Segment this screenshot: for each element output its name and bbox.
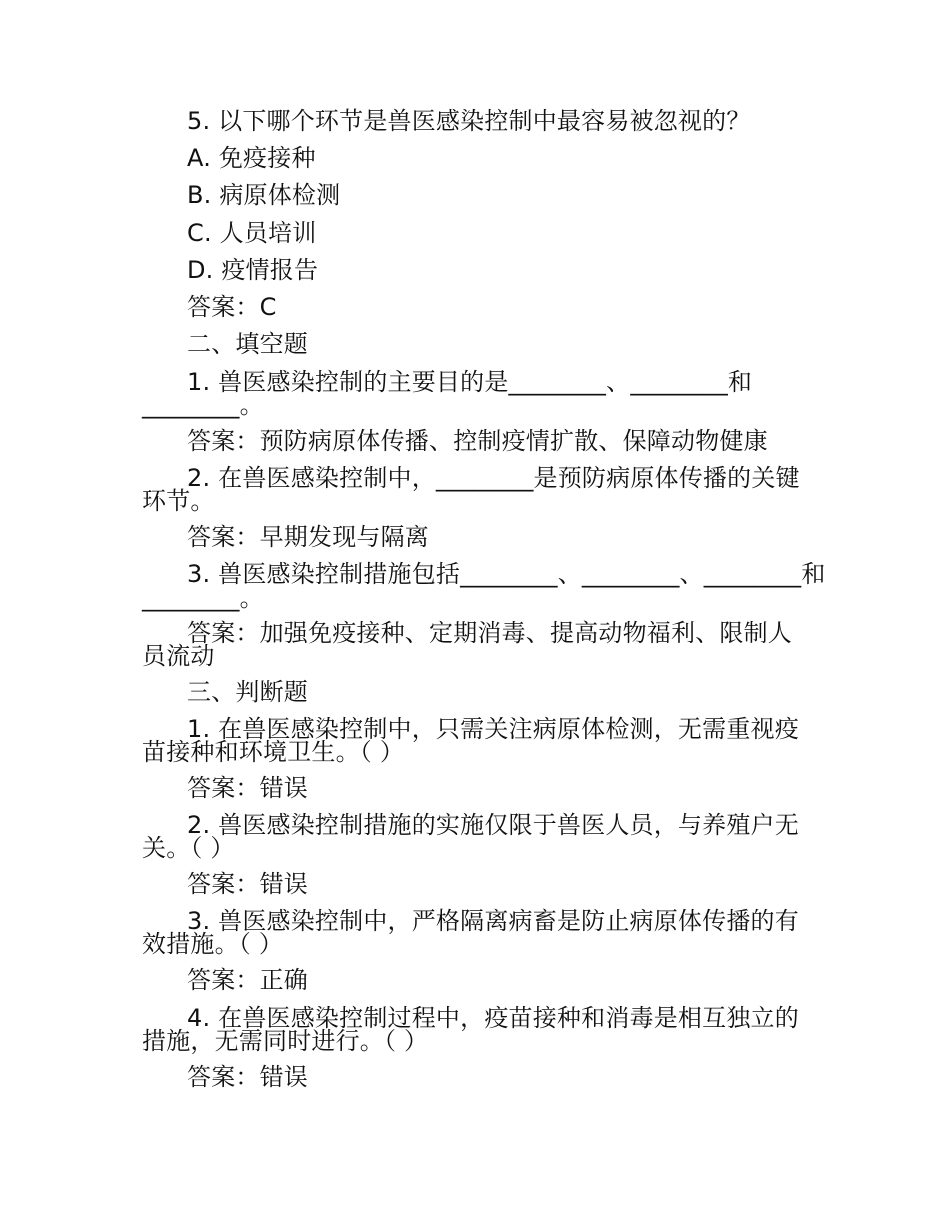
tf-q4-line1: 4. 在兽医感染控制过程中，疫苗接种和消毒是相互独立的 <box>187 1004 799 1032</box>
fill-q1-line1: 1. 兽医感染控制的主要目的是________、________和 <box>187 368 753 396</box>
fill-q1-line2: ________。 <box>142 391 264 419</box>
tf-q4-answer: 答案：错误 <box>187 1063 308 1091</box>
option-b: B. 病原体检测 <box>187 181 341 209</box>
tf-q1-answer: 答案：错误 <box>187 774 308 802</box>
option-c: C. 人员培训 <box>187 219 317 247</box>
question-5-answer: 答案：C <box>187 293 277 321</box>
fill-q3-answer-line1: 答案：加强免疫接种、定期消毒、提高动物福利、限制人 <box>187 619 792 647</box>
option-d: D. 疫情报告 <box>187 256 319 284</box>
tf-q1-line2: 苗接种和环境卫生。（ ） <box>142 738 405 766</box>
tf-q2-answer: 答案：错误 <box>187 870 308 898</box>
tf-q1-line1: 1. 在兽医感染控制中，只需关注病原体检测，无需重视疫 <box>187 715 799 743</box>
fill-q2-line1: 2. 在兽医感染控制中，________是预防病原体传播的关键 <box>187 464 800 492</box>
section-heading-true-false: 三、判断题 <box>187 678 308 706</box>
tf-q4-line2: 措施，无需同时进行。（ ） <box>142 1027 429 1055</box>
fill-q3-line1: 3. 兽医感染控制措施包括________、________、________和 <box>187 560 826 588</box>
fill-q3-answer-line2: 员流动 <box>142 642 215 670</box>
fill-q2-line2: 环节。 <box>142 487 215 515</box>
tf-q3-line2: 效措施。（ ） <box>142 930 284 958</box>
question-5-stem: 5. 以下哪个环节是兽医感染控制中最容易被忽视的？ <box>187 107 751 135</box>
tf-q2-line2: 关。（ ） <box>142 834 235 862</box>
tf-q2-line1: 2. 兽医感染控制措施的实施仅限于兽医人员，与养殖户无 <box>187 811 799 839</box>
fill-q1-answer: 答案：预防病原体传播、控制疫情扩散、保障动物健康 <box>187 427 768 455</box>
tf-q3-answer: 答案：正确 <box>187 966 308 994</box>
section-heading-fill-blank: 二、填空题 <box>187 330 308 358</box>
tf-q3-line1: 3. 兽医感染控制中，严格隔离病畜是防止病原体传播的有 <box>187 907 799 935</box>
fill-q2-answer: 答案：早期发现与隔离 <box>187 523 429 551</box>
option-a: A. 免疫接种 <box>187 144 316 172</box>
fill-q3-line2: ________。 <box>142 584 264 612</box>
